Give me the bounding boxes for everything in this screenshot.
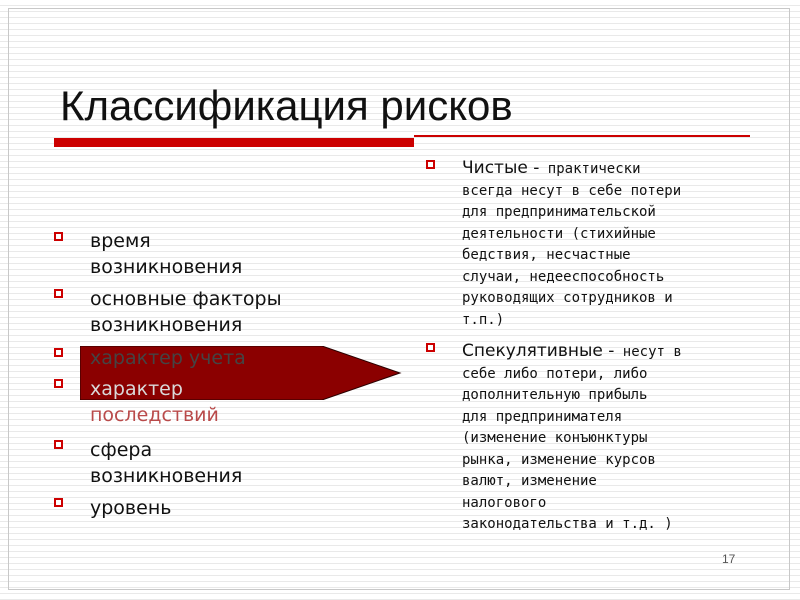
risk-desc-line: рынка, изменение курсов — [462, 451, 656, 468]
bullet-square-icon — [426, 160, 435, 169]
risk-desc-line: для предпринимательской — [462, 204, 656, 220]
left-list-item-arrow: характер учета — [90, 347, 246, 369]
bullet-square-icon — [54, 440, 63, 449]
risk-type-heading: Спекулятивные - — [462, 341, 615, 361]
slide-title: Классификация рисков — [60, 82, 513, 129]
left-list-item — [90, 437, 350, 489]
left-item-line: основные факторы — [90, 288, 282, 310]
left-list-item-arrow: последствий — [90, 404, 219, 426]
risk-desc-line: (изменение конъюнктуры — [462, 430, 648, 446]
left-item-line: уровень — [90, 497, 172, 519]
risk-desc-line: законодательства и т.д. ) — [462, 516, 673, 532]
bullet-square-icon — [54, 348, 63, 357]
left-item-line: возникновения — [90, 465, 243, 487]
risk-desc-line: всегда несут в себе потери — [462, 182, 682, 199]
risk-desc-line: случаи, недееспособность — [462, 268, 665, 285]
left-item-line: возникновения — [90, 256, 243, 278]
risk-desc-line: несут в — [614, 344, 682, 360]
title-underline-thin — [414, 135, 750, 137]
bullet-square-icon — [54, 498, 63, 507]
left-item-line: сфера — [90, 439, 153, 461]
left-item-line: время — [90, 230, 151, 252]
risk-desc-line: деятельности (стихийные — [462, 225, 656, 242]
bullet-square-icon — [54, 289, 63, 298]
right-list-item-clean — [462, 158, 752, 331]
risk-desc-line: валют, изменение — [462, 473, 597, 489]
risk-desc-line: себе либо потери, либо — [462, 365, 648, 382]
page-number: 17 — [722, 552, 736, 566]
left-list-item — [90, 286, 350, 338]
risk-desc-line: налогового — [462, 494, 547, 511]
risk-desc-line: бедствия, несчастные — [462, 247, 631, 263]
left-list-item-arrow: характер — [90, 378, 183, 400]
risk-desc-line: руководящих сотрудников и — [462, 290, 673, 306]
risk-desc-line: практически — [539, 161, 641, 177]
bullet-square-icon — [54, 379, 63, 388]
left-list-item — [90, 495, 350, 521]
risk-desc-line: для предпринимателя — [462, 408, 623, 425]
title-underline-thick — [54, 138, 414, 147]
bullet-square-icon — [426, 343, 435, 352]
risk-desc-line: т.п.) — [462, 311, 505, 328]
risk-type-heading: Чистые - — [462, 158, 540, 178]
risk-desc-line: дополнительную прибыль — [462, 387, 648, 403]
left-item-line: возникновения — [90, 314, 243, 336]
left-list-item — [90, 228, 350, 280]
right-list-item-speculative — [462, 341, 752, 536]
bullet-square-icon — [54, 232, 63, 241]
